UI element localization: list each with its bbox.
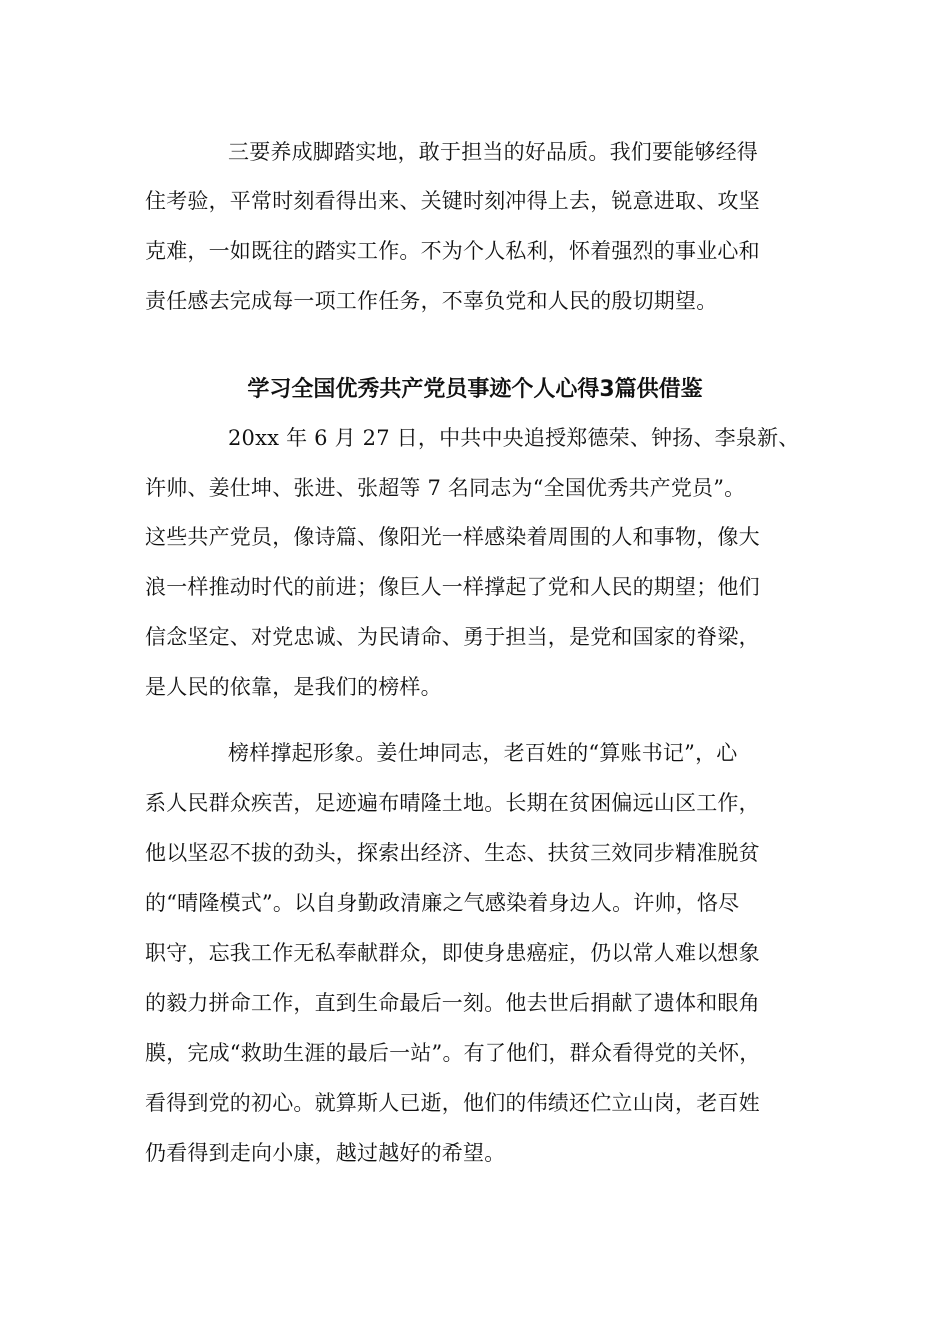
paragraph-line: 住考验，平常时刻看得出来、关键时刻冲得上去，锐意进取、攻坚 [145, 189, 760, 213]
paragraph-line: 这些共产党员，像诗篇、像阳光一样感染着周围的人和事物，像大 [145, 525, 760, 549]
paragraph-line: 的毅力拼命工作，直到生命最后一刻。他去世后捐献了遗体和眼角 [145, 991, 760, 1015]
paragraph-line: 系人民群众疾苦，足迹遍布晴隆土地。长期在贫困偏远山区工作， [145, 791, 760, 815]
paragraph-line: 仍看得到走向小康，越过越好的希望。 [145, 1141, 506, 1165]
paragraph-line: 信念坚定、对党忠诚、为民请命、勇于担当，是党和国家的脊梁， [145, 625, 760, 649]
paragraph-line: 是人民的依靠，是我们的榜样。 [145, 675, 442, 699]
article-title: 学习全国优秀共产党员事迹个人心得3篇供借鉴 [247, 377, 703, 402]
paragraph-line: 职守，忘我工作无私奉献群众，即使身患癌症，仍以常人难以想象 [145, 941, 760, 965]
paragraph-line: 20xx 年 6 月 27 日，中共中央追授郑德荣、钟扬、李泉新、 [228, 426, 800, 450]
paragraph-line: 责任感去完成每一项工作任务，不辜负党和人民的殷切期望。 [145, 289, 718, 313]
paragraph-line: 克难，一如既往的踏实工作。不为个人私利，怀着强烈的事业心和 [145, 239, 760, 263]
paragraph-line: 许帅、姜仕坤、张进、张超等 7 名同志为“全国优秀共产党员”。 [145, 476, 746, 500]
paragraph-line: 他以坚忍不拔的劲头，探索出经济、生态、扶贫三效同步精准脱贫 [145, 841, 760, 865]
paragraph-line: 浪一样推动时代的前进；像巨人一样撑起了党和人民的期望；他们 [145, 575, 760, 599]
paragraph-line: 的“晴隆模式”。以自身勤政清廉之气感染着身边人。许帅，恪尽 [145, 891, 740, 915]
paragraph-line: 看得到党的初心。就算斯人已逝，他们的伟绩还伫立山岗，老百姓 [145, 1091, 760, 1115]
paragraph-line: 膜，完成“救助生涯的最后一站”。有了他们，群众看得党的关怀， [145, 1041, 761, 1065]
paragraph-line: 三要养成脚踏实地，敢于担当的好品质。我们要能够经得 [228, 140, 758, 164]
paragraph-line: 榜样撑起形象。姜仕坤同志，老百姓的“算账书记”，心 [228, 741, 738, 765]
